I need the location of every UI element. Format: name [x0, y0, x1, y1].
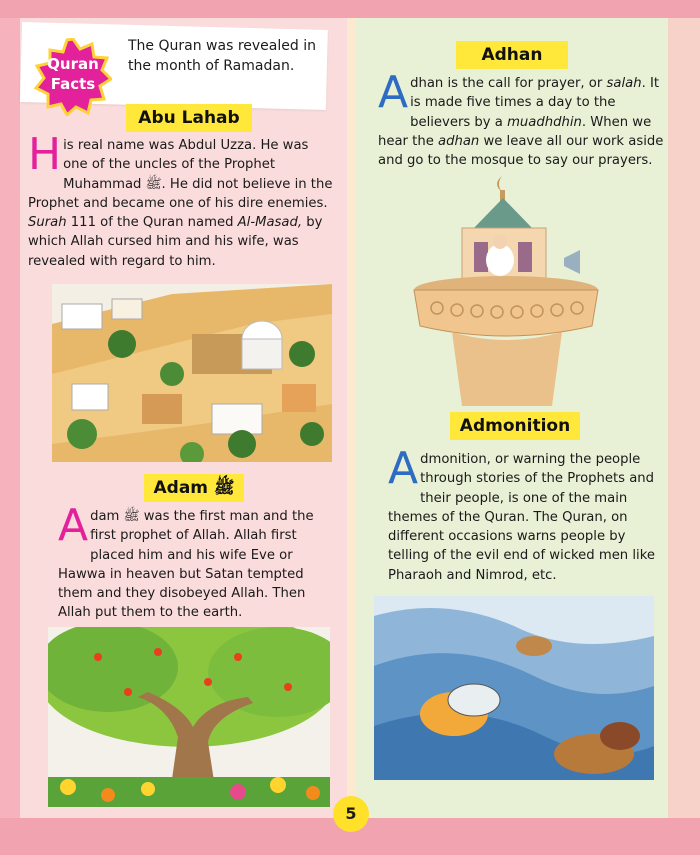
adhan-text: [378, 67, 666, 170]
dropcap-a: A: [58, 500, 89, 551]
column-gutter: [347, 18, 356, 818]
heading-abu-lahab: Abu Lahab: [126, 104, 252, 132]
page-edge: [668, 18, 700, 818]
page-number: 5: [333, 796, 369, 832]
abu-lahab-body-1: is real name was Abdul Uzza. He was one of the uncles of the Prophet Muhammad ﷺ. He did not believe in the Prophet and became one of his dire enemies.: [28, 138, 333, 211]
adhan-word: adhan: [438, 133, 480, 149]
city-illustration: [52, 284, 332, 462]
admonition-text: [388, 443, 658, 585]
minaret-illustration: [412, 170, 602, 406]
abu-lahab-surah: Surah: [28, 215, 67, 231]
abu-lahab-body-2: 111 of the Quran named: [66, 215, 238, 231]
abu-lahab-text: [28, 129, 334, 271]
illustration-city: [52, 284, 332, 462]
illustration-tree: [48, 627, 330, 807]
heading-adhan: Adhan: [456, 41, 568, 69]
heading-adam: Adam ﷺ: [144, 474, 244, 502]
dropcap-a-admonition: A: [388, 443, 419, 494]
dropcap-a-adhan: A: [378, 67, 409, 118]
quran-facts-badge: [34, 38, 112, 116]
abu-lahab-al-masad: Al-Masad,: [237, 215, 303, 231]
adhan-salah: salah: [606, 76, 642, 91]
adhan-muadhdhin: muadhdhin: [507, 114, 582, 130]
admonition-body: dmonition, or warning the people through stories of the Prophets and their people, is one of the main themes of the Quran. The Quran, on different occasions warns people by telling of the evil end of wicked men like Pharaoh and Nimrod, etc.: [388, 452, 655, 583]
adhan-body-2: . It is made five times a day to the believers by a: [410, 76, 660, 130]
heading-admonition: Admonition: [450, 412, 580, 440]
adhan-body-4: we leave all our work aside and go to the mosque to say our prayers.: [378, 133, 664, 169]
badge-text: Quran Facts: [47, 55, 99, 93]
flood-illustration: [374, 596, 654, 780]
badge-label: [34, 54, 112, 94]
adhan-body-3: . When we hear the: [378, 114, 652, 149]
facts-text: The Quran was revealed in the month of Ramadan.: [128, 38, 316, 74]
dropcap-h: H: [28, 129, 62, 180]
adam-text: [58, 500, 330, 623]
top-band: [0, 0, 700, 18]
adam-body: dam ﷺ was the first man and the first prophet of Allah. Allah first placed him and his wife Eve or Hawwa in heaven but Satan tempted them and they disobeyed Allah. Then Allah put them to the earth.: [58, 509, 314, 621]
illustration-flood: [374, 596, 654, 780]
abu-lahab-body-3: by which Allah cursed him and his wife, was revealed with regard to him.: [28, 215, 323, 269]
tree-illustration: [48, 627, 330, 807]
illustration-minaret: [412, 170, 602, 406]
adhan-body-1: dhan is the call for prayer, or: [410, 76, 607, 91]
